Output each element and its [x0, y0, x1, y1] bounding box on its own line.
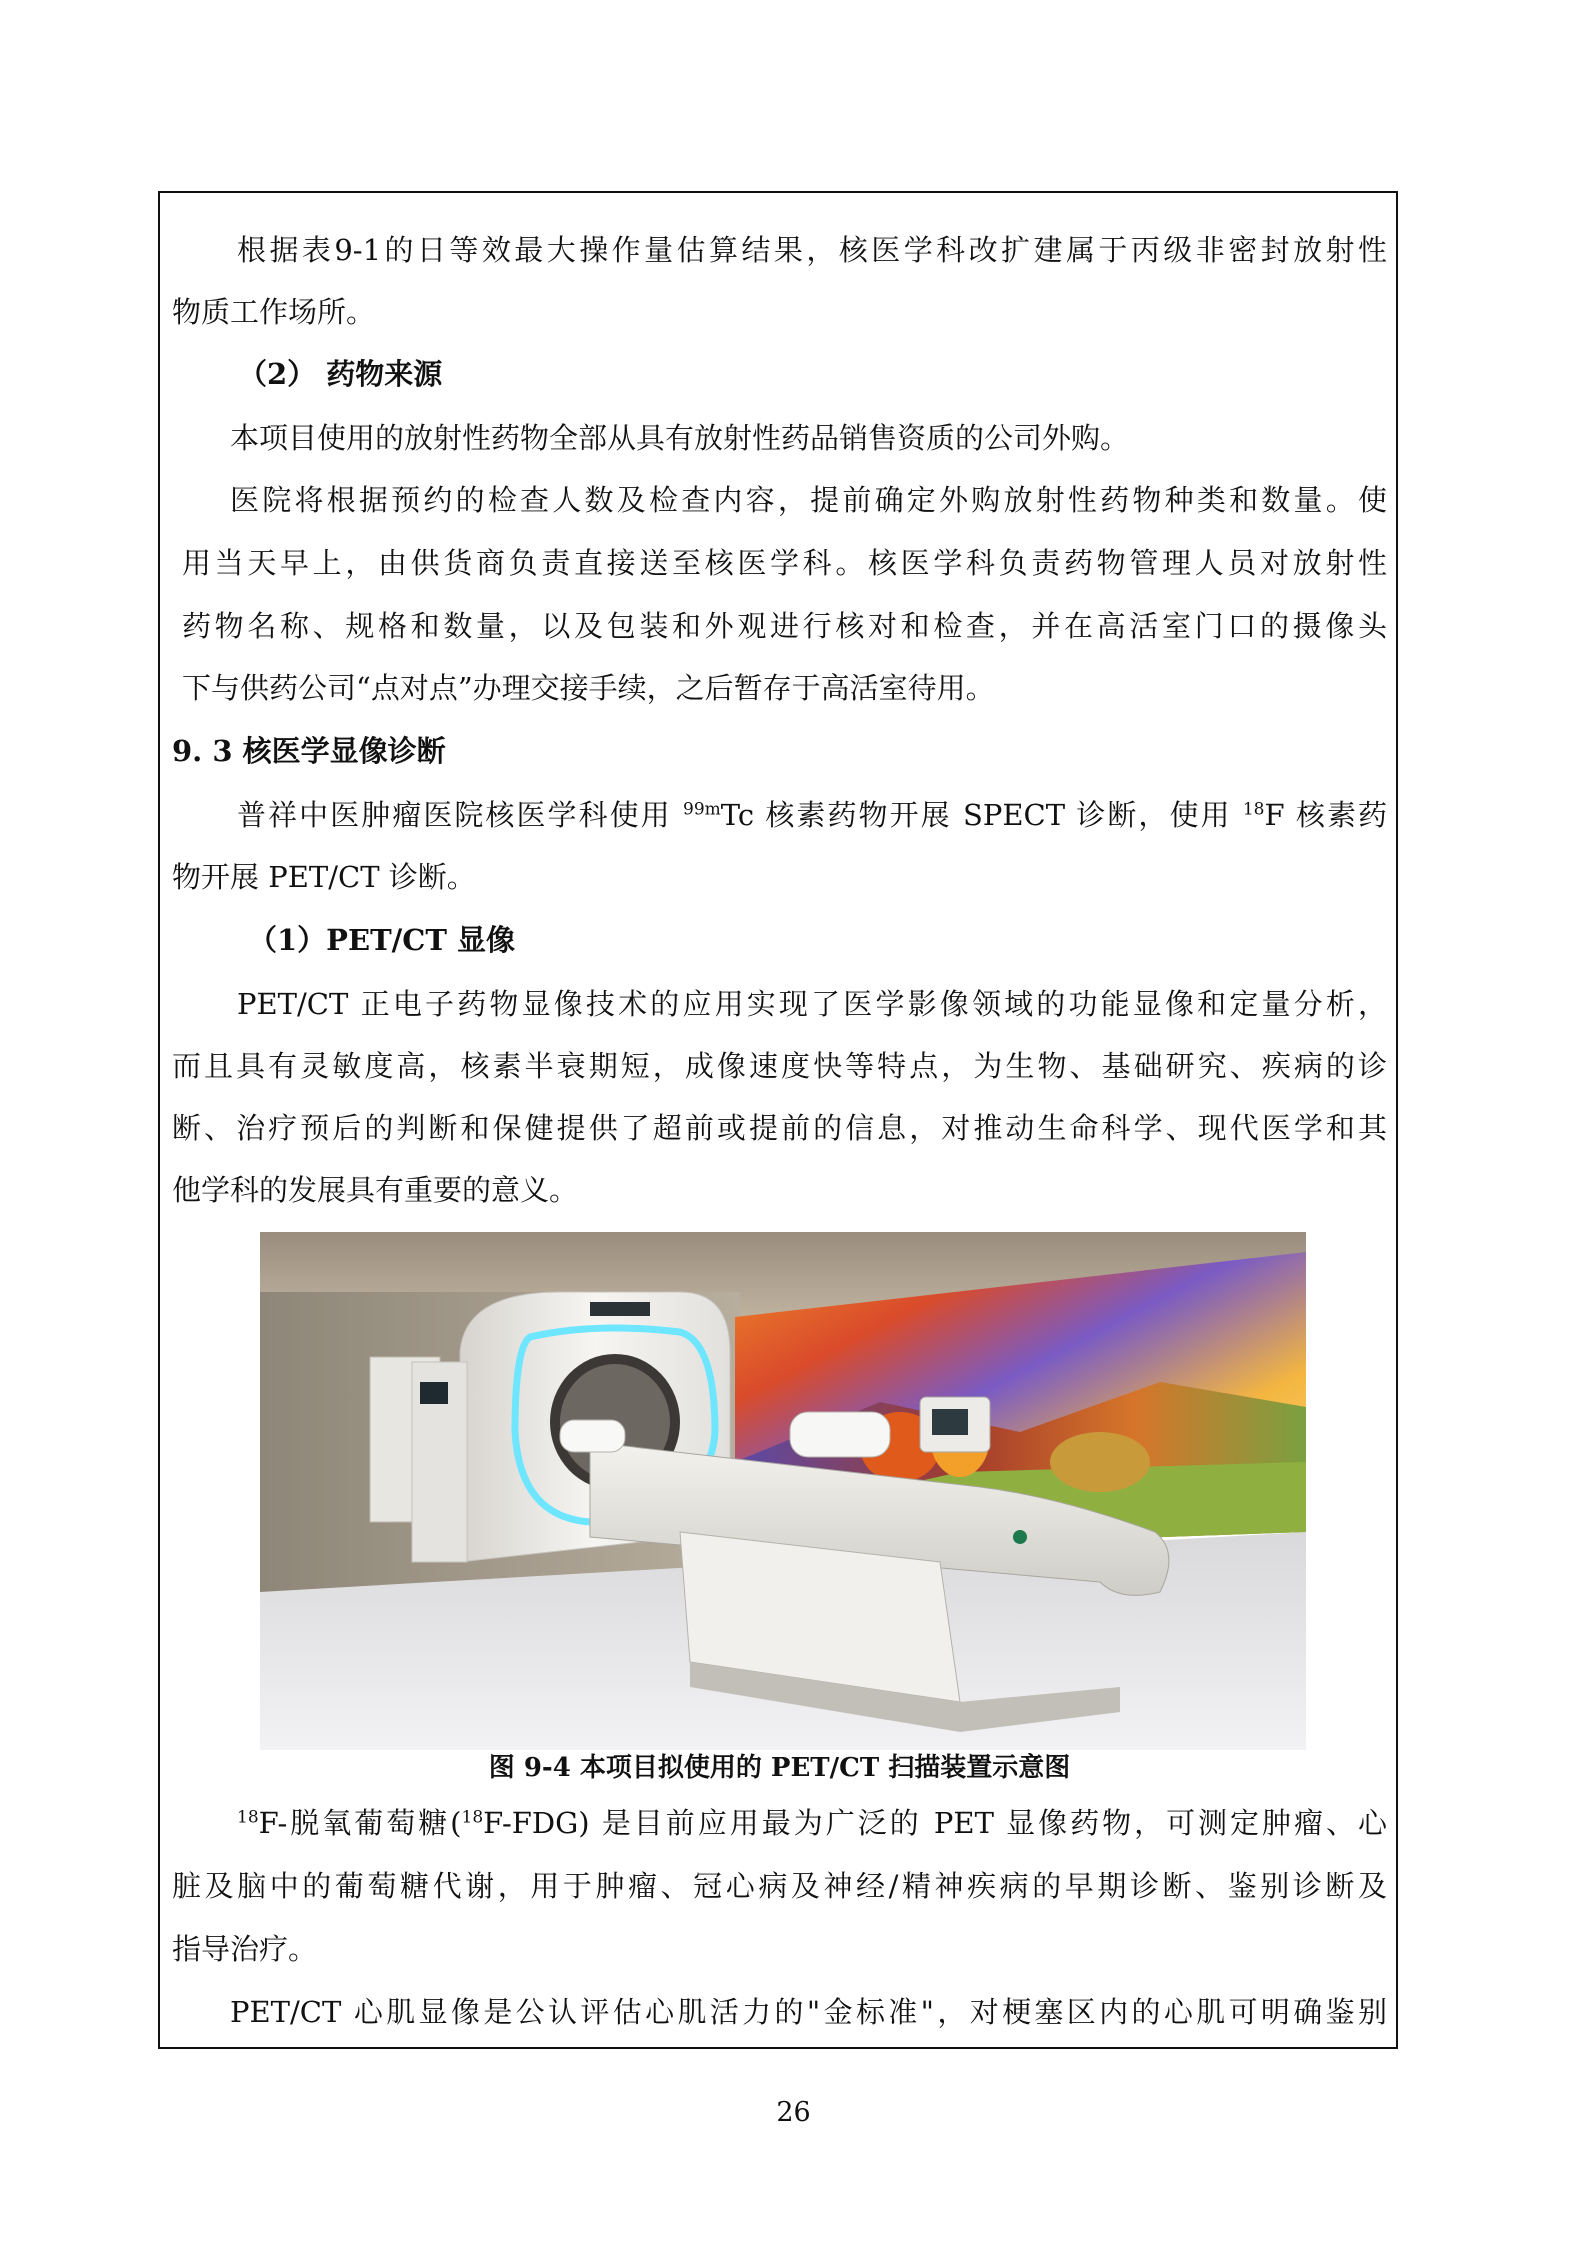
text-run: F-FDG) 是目前应用最为广泛的 PET 显像药物，可测定肿瘤、心 [483, 1806, 1387, 1840]
paragraph-line: 用当天早上，由供货商负责直接送至核医学科。核医学科负责药物管理人员对放射性 [182, 546, 1387, 580]
text-run: 普祥中医肿瘤医院核医学科使用 [237, 798, 684, 832]
paragraph-line: PET/CT 心肌显像是公认评估心肌活力的"金标准"，对梗塞区内的心肌可明确鉴别 [230, 1995, 1387, 2029]
pet-ct-scanner-photo [260, 1232, 1306, 1750]
pet-ct-illustration [260, 1232, 1306, 1750]
paragraph-line [172, 793, 1387, 837]
paragraph-line: 他学科的发展具有重要的意义。 [172, 1173, 579, 1207]
text-run: F 核素药 [1264, 798, 1387, 832]
paragraph-line: 医院将根据预约的检查人数及检查内容，提前确定外购放射性药物种类和数量。使 [230, 483, 1387, 517]
paragraph-line: 药物名称、规格和数量，以及包装和外观进行核对和检查，并在高活室门口的摄像头 [182, 609, 1387, 643]
paragraph-line: 而且具有灵敏度高，核素半衰期短，成像速度快等特点，为生物、基础研究、疾病的诊 [172, 1049, 1387, 1083]
superscript: 18 [1242, 799, 1265, 820]
paragraph-line [172, 1801, 1387, 1845]
figure-caption: 图 9-4 本项目拟使用的 PET/CT 扫描装置示意图 [488, 1753, 1071, 1783]
section-heading: （1）PET/CT 显像 [248, 923, 516, 957]
superscript: 18 [237, 1807, 259, 1828]
paragraph-line: 本项目使用的放射性药物全部从具有放射性药品销售资质的公司外购。 [230, 421, 1130, 455]
paragraph-line: 脏及脑中的葡萄糖代谢，用于肿瘤、冠心病及神经/精神疾病的早期诊断、鉴别诊断及 [172, 1869, 1387, 1903]
superscript: 99m [683, 799, 721, 820]
paragraph-line: 物开展 PET/CT 诊断。 [172, 860, 476, 894]
text-run: F-脱氧葡萄糖( [258, 1806, 462, 1840]
paragraph-line: 指导治疗。 [172, 1932, 318, 1966]
paragraph-line: 根据表9-1的日等效最大操作量估算结果，核医学科改扩建属于丙级非密封放射性 [237, 233, 1387, 267]
text-run: Tc 核素药物开展 SPECT 诊断，使用 [720, 798, 1243, 832]
page-number: 26 [776, 2097, 811, 2128]
paragraph-line: 断、治疗预后的判断和保健提供了超前或提前的信息，对推动生命科学、现代医学和其 [172, 1111, 1387, 1145]
paragraph-line: PET/CT 正电子药物显像技术的应用实现了医学影像领域的功能显像和定量分析， [237, 987, 1387, 1021]
section-heading: 9. 3 核医学显像诊断 [172, 734, 446, 768]
paragraph-line: 物质工作场所。 [172, 295, 376, 329]
section-heading: （2） 药物来源 [238, 357, 443, 391]
superscript: 18 [461, 1807, 484, 1828]
paragraph-line: 下与供药公司“点对点”办理交接手续，之后暂存于高活室待用。 [182, 671, 995, 705]
